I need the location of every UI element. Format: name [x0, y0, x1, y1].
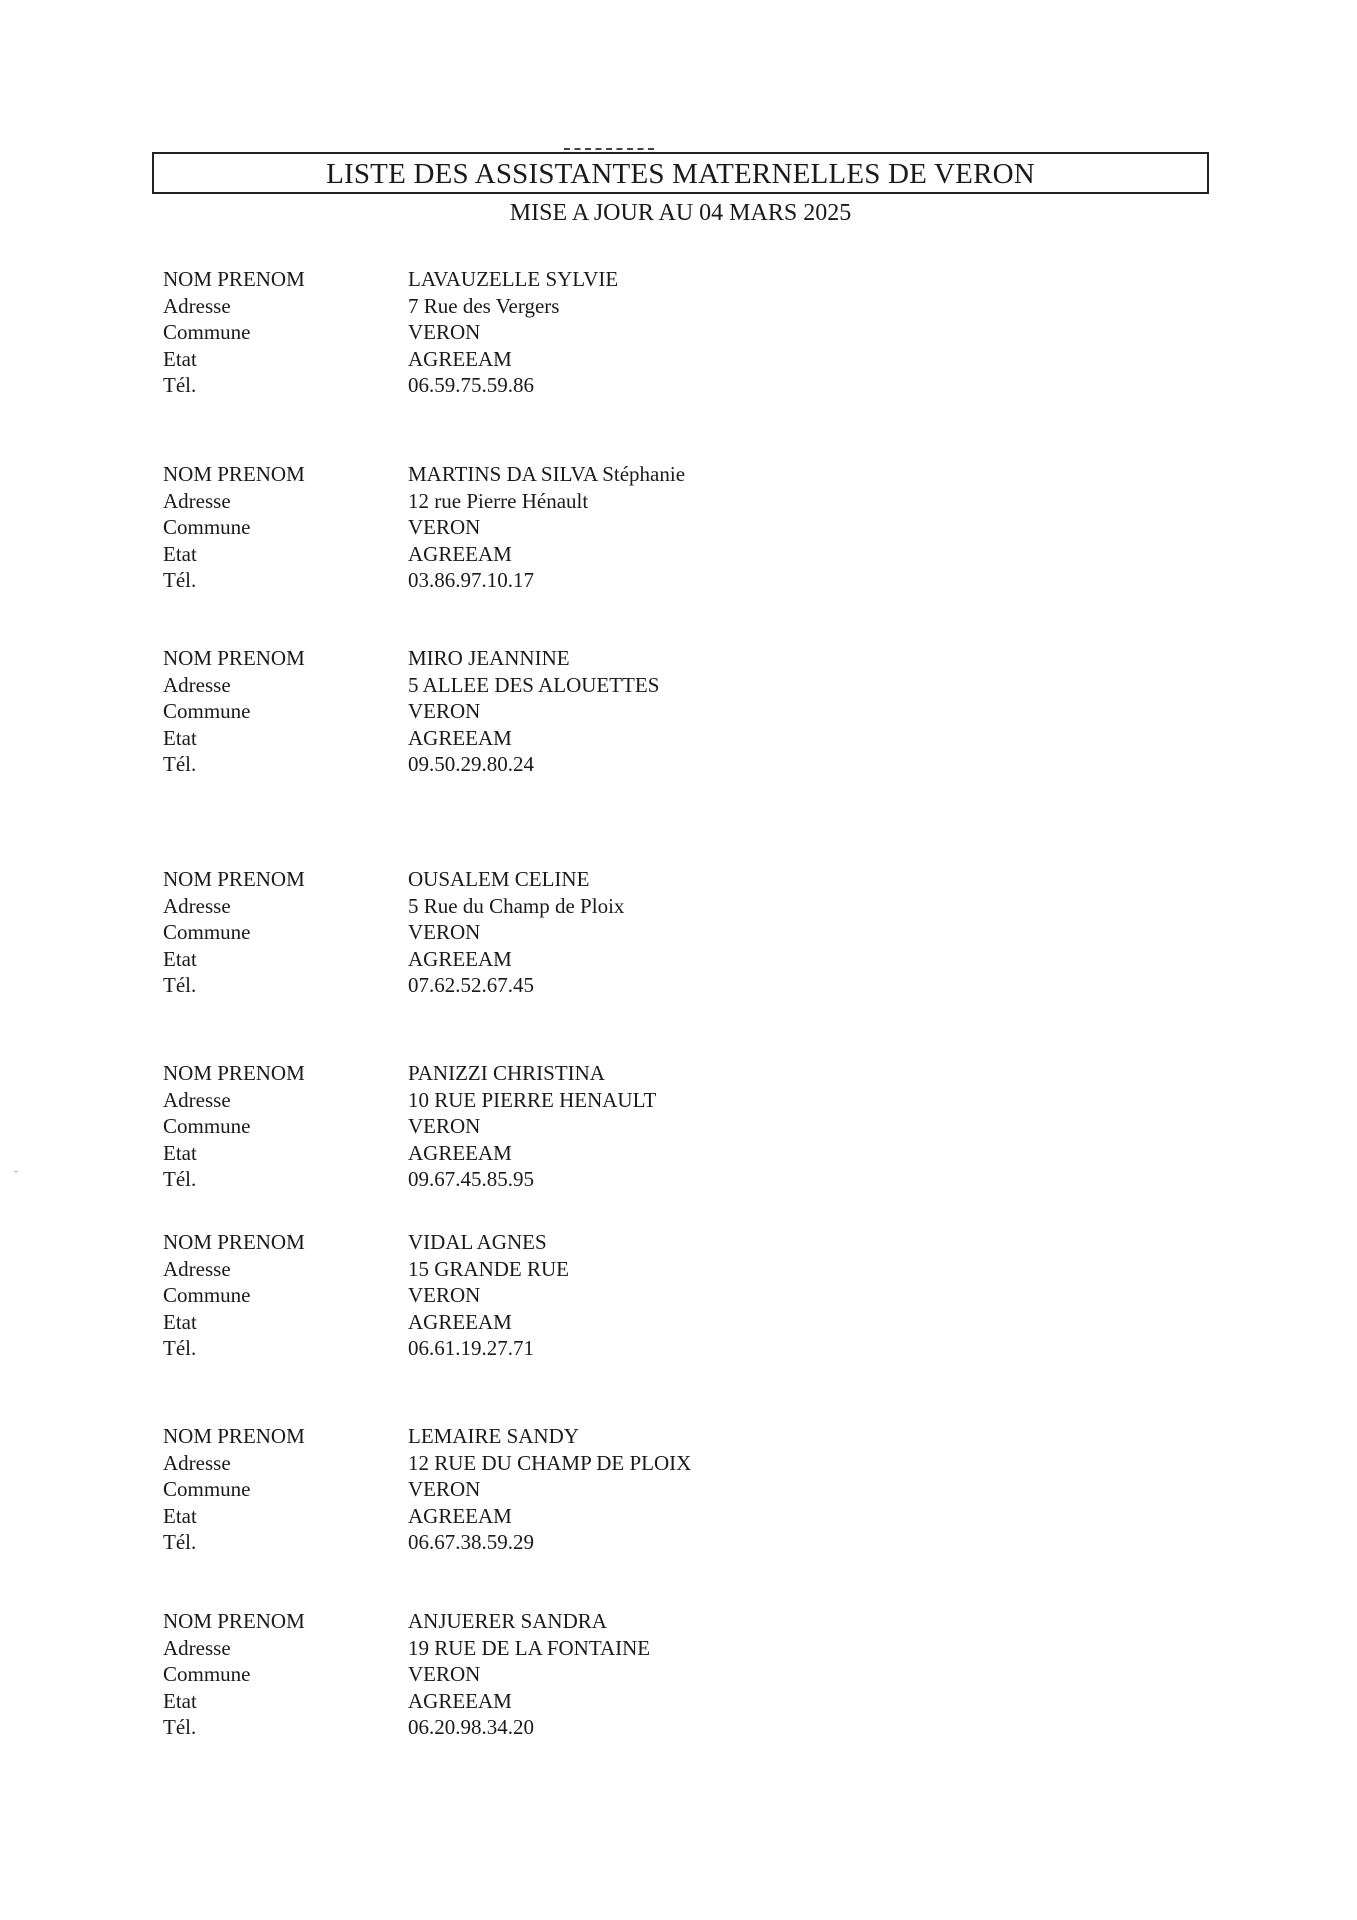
commune-row [163, 319, 863, 346]
status-value: AGREEAM [408, 1309, 512, 1334]
status-row [163, 346, 863, 373]
status-label: Etat [163, 725, 197, 750]
title-box [152, 152, 1209, 194]
status-value: AGREEAM [408, 1140, 512, 1165]
name-row [163, 1608, 863, 1635]
address-row [163, 1635, 863, 1662]
childminder-entry [163, 461, 863, 594]
name-label: NOM PRENOM [163, 646, 305, 670]
name-value: ANJUERER SANDRA [408, 1609, 607, 1633]
status-value: AGREEAM [408, 541, 512, 566]
commune-label: Commune [163, 1114, 251, 1138]
status-row [163, 946, 863, 973]
phone-value: 09.67.45.85.95 [408, 1167, 534, 1191]
name-label: NOM PRENOM [163, 1424, 305, 1448]
phone-label: Tél. [163, 1530, 197, 1554]
commune-label: Commune [163, 515, 251, 539]
phone-row [163, 1529, 863, 1556]
childminder-entry [163, 1608, 863, 1741]
childminder-entry [163, 1229, 863, 1362]
commune-row [163, 514, 863, 541]
address-value: 5 ALLEE DES ALOUETTES [408, 672, 660, 697]
phone-label: Tél. [163, 373, 197, 397]
phone-value: 07.62.52.67.45 [408, 973, 534, 997]
commune-row [163, 1282, 863, 1309]
commune-row [163, 698, 863, 725]
name-row [163, 1229, 863, 1256]
status-label: Etat [163, 1503, 197, 1528]
address-label: Adresse [163, 488, 231, 513]
status-label: Etat [163, 1309, 197, 1334]
status-label: Etat [163, 946, 197, 971]
address-value: 12 rue Pierre Hénault [408, 488, 589, 513]
name-value: VIDAL AGNES [408, 1230, 547, 1254]
name-label: NOM PRENOM [163, 462, 305, 486]
phone-row [163, 751, 863, 778]
address-label: Adresse [163, 1256, 231, 1281]
commune-value: VERON [408, 320, 481, 344]
name-row [163, 1423, 863, 1450]
commune-value: VERON [408, 1114, 481, 1138]
commune-label: Commune [163, 320, 251, 344]
childminder-entry [163, 1060, 863, 1193]
address-label: Adresse [163, 672, 231, 697]
name-value: MARTINS DA SILVA Stéphanie [408, 462, 686, 486]
name-value: OUSALEM CELINE [408, 867, 590, 891]
name-label: NOM PRENOM [163, 1230, 305, 1254]
address-row [163, 672, 863, 699]
commune-row [163, 1661, 863, 1688]
name-label: NOM PRENOM [163, 1061, 305, 1085]
status-row [163, 1503, 863, 1530]
address-row [163, 1256, 863, 1283]
phone-label: Tél. [163, 1715, 197, 1739]
name-label: NOM PRENOM [163, 267, 305, 291]
status-value: AGREEAM [408, 1688, 512, 1713]
commune-label: Commune [163, 1662, 251, 1686]
status-row [163, 725, 863, 752]
phone-value: 06.20.98.34.20 [408, 1715, 534, 1739]
commune-row [163, 1476, 863, 1503]
address-value: 19 RUE DE LA FONTAINE [408, 1635, 651, 1660]
name-row [163, 1060, 863, 1087]
status-label: Etat [163, 1140, 197, 1165]
phone-row [163, 972, 863, 999]
address-label: Adresse [163, 1635, 231, 1660]
page-title: LISTE DES ASSISTANTES MATERNELLES DE VERON [326, 158, 1035, 190]
status-value: AGREEAM [408, 346, 512, 371]
address-row [163, 1450, 863, 1477]
commune-value: VERON [408, 1477, 481, 1501]
status-label: Etat [163, 346, 197, 371]
address-row [163, 488, 863, 515]
address-row [163, 293, 863, 320]
status-row [163, 541, 863, 568]
address-value: 5 Rue du Champ de Ploix [408, 893, 625, 918]
commune-label: Commune [163, 699, 251, 723]
commune-row [163, 919, 863, 946]
phone-row [163, 1714, 863, 1741]
address-row [163, 1087, 863, 1114]
phone-value: 03.86.97.10.17 [408, 568, 534, 592]
name-row [163, 461, 863, 488]
status-value: AGREEAM [408, 946, 512, 971]
commune-row [163, 1113, 863, 1140]
address-value: 7 Rue des Vergers [408, 293, 560, 318]
phone-row [163, 1166, 863, 1193]
commune-value: VERON [408, 1283, 481, 1307]
phone-row [163, 567, 863, 594]
commune-value: VERON [408, 1662, 481, 1686]
status-value: AGREEAM [408, 1503, 512, 1528]
address-label: Adresse [163, 293, 231, 318]
address-row [163, 893, 863, 920]
address-label: Adresse [163, 1087, 231, 1112]
name-row [163, 645, 863, 672]
address-label: Adresse [163, 893, 231, 918]
phone-label: Tél. [163, 973, 197, 997]
name-value: PANIZZI CHRISTINA [408, 1061, 605, 1085]
address-value: 12 RUE DU CHAMP DE PLOIX [408, 1450, 692, 1475]
commune-value: VERON [408, 699, 481, 723]
address-value: 10 RUE PIERRE HENAULT [408, 1087, 657, 1112]
phone-value: 09.50.29.80.24 [408, 752, 534, 776]
phone-value: 06.59.75.59.86 [408, 373, 534, 397]
status-value: AGREEAM [408, 725, 512, 750]
page-subtitle: MISE A JOUR AU 04 MARS 2025 [509, 200, 852, 226]
name-value: LAVAUZELLE SYLVIE [408, 267, 619, 291]
status-row [163, 1309, 863, 1336]
commune-value: VERON [408, 515, 481, 539]
title-box-dash-mark [564, 148, 654, 150]
status-row [163, 1688, 863, 1715]
name-label: NOM PRENOM [163, 1609, 305, 1633]
address-label: Adresse [163, 1450, 231, 1475]
phone-label: Tél. [163, 752, 197, 776]
phone-row [163, 372, 863, 399]
phone-label: Tél. [163, 568, 197, 592]
status-row [163, 1140, 863, 1167]
name-label: NOM PRENOM [163, 867, 305, 891]
childminder-entry [163, 866, 863, 999]
name-row [163, 266, 863, 293]
status-label: Etat [163, 1688, 197, 1713]
phone-label: Tél. [163, 1336, 197, 1360]
name-row [163, 866, 863, 893]
phone-row [163, 1335, 863, 1362]
commune-label: Commune [163, 1477, 251, 1501]
commune-label: Commune [163, 920, 251, 944]
childminder-entry [163, 1423, 863, 1556]
phone-value: 06.61.19.27.71 [408, 1336, 534, 1360]
phone-label: Tél. [163, 1167, 197, 1191]
name-value: MIRO JEANNINE [408, 646, 570, 670]
address-value: 15 GRANDE RUE [408, 1256, 569, 1281]
commune-label: Commune [163, 1283, 251, 1307]
commune-value: VERON [408, 920, 481, 944]
name-value: LEMAIRE SANDY [408, 1424, 579, 1448]
phone-value: 06.67.38.59.29 [408, 1530, 534, 1554]
childminder-entry [163, 266, 863, 399]
scan-speck [14, 1171, 18, 1172]
status-label: Etat [163, 541, 197, 566]
childminder-entry [163, 645, 863, 778]
